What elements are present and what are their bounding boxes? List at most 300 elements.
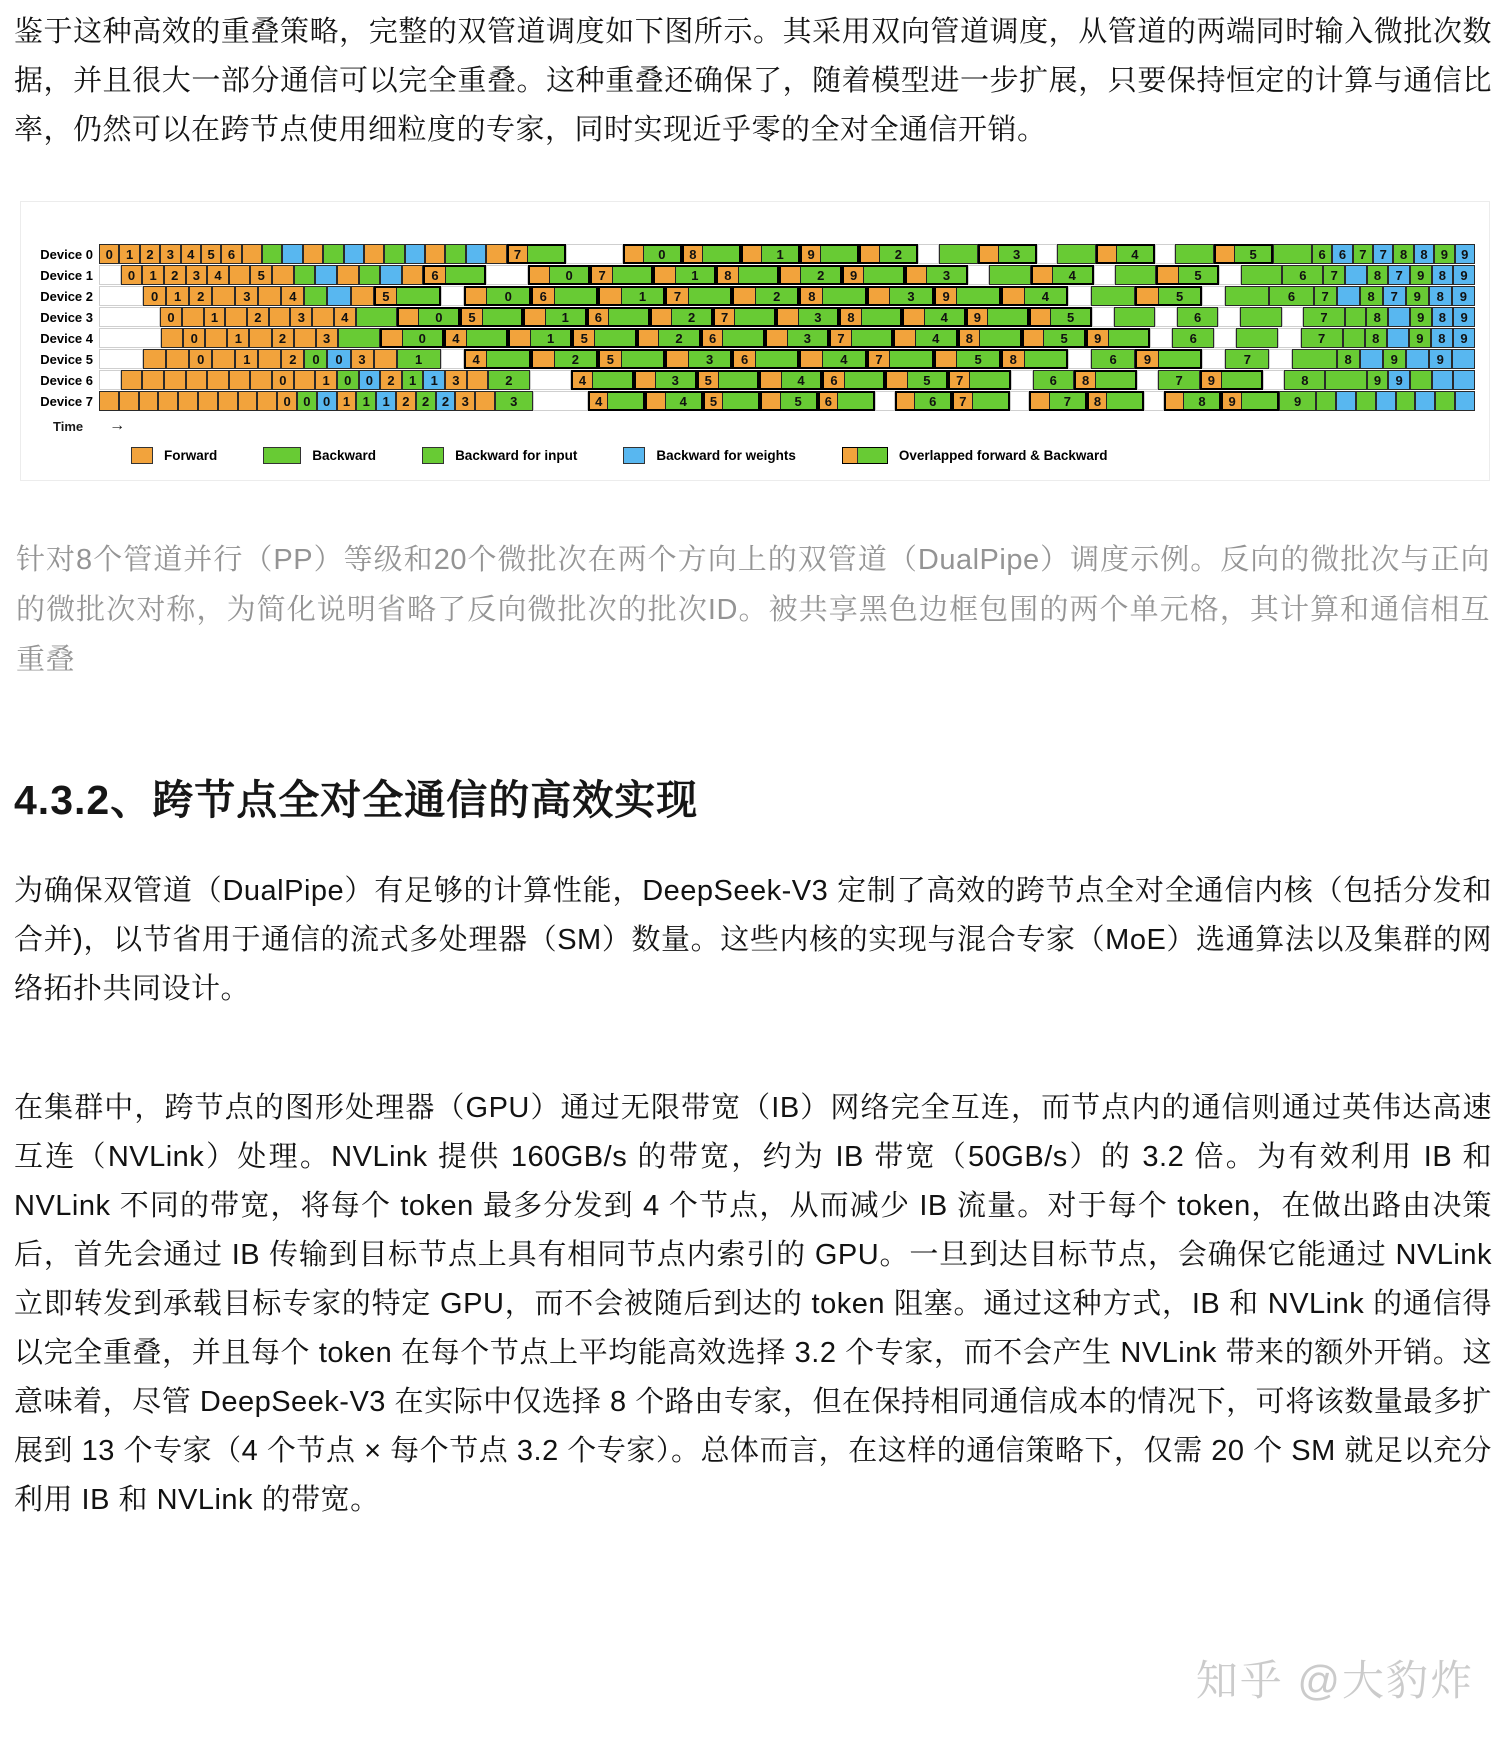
backward-cell <box>1273 244 1312 264</box>
backward-cell: 5 <box>1044 330 1083 346</box>
backward-weights-cell <box>405 244 425 264</box>
forward-cell <box>119 391 139 411</box>
forward-cell <box>734 288 756 304</box>
backward-cell: 2 <box>756 288 797 304</box>
forward-cell <box>1024 330 1045 346</box>
backward-cell: 9 <box>1409 328 1431 348</box>
forward-cell <box>887 372 907 388</box>
overlapped-forward-backward-cell <box>895 391 952 411</box>
forward-cell: 7 <box>954 393 972 409</box>
forward-cell <box>1137 288 1159 304</box>
backward-cell <box>1107 393 1142 409</box>
overlapped-forward-backward-cell <box>444 328 508 348</box>
overlapped-forward-backward-cell <box>1156 265 1219 285</box>
overlapped-forward-backward-cell <box>934 349 1001 369</box>
overlapped-forward-backward-cell <box>397 307 460 327</box>
backward-cell: 6 <box>915 393 950 409</box>
forward-cell: 4 <box>446 330 467 346</box>
forward-cell <box>198 391 218 411</box>
forward-cell: 7 <box>715 309 735 325</box>
bubble-cell <box>1269 349 1292 369</box>
overlapped-forward-backward-cell <box>1001 286 1068 306</box>
overlapped-forward-backward-cell <box>523 307 586 327</box>
backward-weights-cell <box>1336 391 1356 411</box>
forward-cell <box>475 391 495 411</box>
forward-cell <box>904 309 924 325</box>
backward-cell <box>1410 370 1432 390</box>
forward-cell: 3 <box>186 265 208 285</box>
backward-cell <box>467 330 506 346</box>
overlapped-forward-backward-cell <box>572 328 636 348</box>
backward-cell: 9 <box>1434 244 1454 264</box>
forward-cell <box>399 309 419 325</box>
backward-cell <box>555 288 596 304</box>
backward-cell: 1 <box>397 349 441 369</box>
bubble-cell <box>1155 307 1177 327</box>
forward-cell <box>303 244 323 264</box>
backward-cell <box>1159 351 1200 367</box>
forward-cell <box>667 351 689 367</box>
legend-swatch-icon <box>131 447 153 464</box>
backward-cell: 8 <box>1366 307 1388 327</box>
forward-cell: 8 <box>960 330 981 346</box>
backward-cell: 2 <box>801 267 840 283</box>
overlapped-forward-backward-cell <box>958 328 1022 348</box>
forward-cell: 9 <box>1223 393 1241 409</box>
forward-cell: 8 <box>718 267 738 283</box>
overlapped-forward-backward-cell <box>1164 391 1221 411</box>
pipeline-schedule-grid <box>35 244 1475 412</box>
overlapped-forward-backward-cell <box>571 370 634 390</box>
section-heading: 4.3.2、跨节点全对全通信的高效实现 <box>14 777 699 823</box>
overlapped-forward-backward-cell <box>645 391 702 411</box>
backward-cell: 3 <box>788 330 827 346</box>
backward-cell <box>1175 244 1214 264</box>
backward-cell: 1 <box>546 309 585 325</box>
legend-swatch-icon <box>623 447 645 464</box>
overlapped-forward-backward-cell <box>776 307 839 327</box>
forward-cell <box>466 288 488 304</box>
time-arrow-icon: → <box>109 417 126 434</box>
backward-cell: 6 <box>1172 328 1214 348</box>
overlapped-forward-backward-cell <box>902 307 965 327</box>
backward-cell <box>338 328 380 348</box>
legend-swatch-icon <box>842 447 888 464</box>
forward-cell <box>525 309 545 325</box>
backward-cell: 4 <box>666 393 701 409</box>
backward-cell: 5 <box>1179 267 1218 283</box>
overlapped-forward-backward-cell <box>1074 370 1137 390</box>
device-row <box>35 244 1475 264</box>
forward-cell: 0 <box>143 286 166 306</box>
backward-cell <box>483 309 522 325</box>
device-row <box>35 391 1475 411</box>
backward-cell <box>989 265 1030 285</box>
forward-cell: 2 <box>281 349 304 369</box>
forward-cell: 1 <box>235 349 258 369</box>
backward-cell <box>446 267 485 283</box>
overlapped-forward-backward-cell <box>598 349 665 369</box>
bubble-cell <box>1011 370 1033 390</box>
backward-cell <box>980 330 1019 346</box>
overlapped-forward-backward-cell <box>1031 265 1094 285</box>
body-paragraph-b: 在集群中，跨节点的图形处理器（GPU）通过无限带宽（IB）网络完全互连，而节点内的通信则通过英伟达高速互连（NVLink）处理。NVLink 提供 160GB/s 的带宽，约为 IB 带宽（50GB/s）的 3.2 倍。为有效利用 IB 和 NVLink 不同的带宽，将每个 token 最多分发到 4 个节点，从而减少 IB 流量。对于每个 token，在做出路由决策后，首先会通过 IB 传输到目标节点上具有相同节点内索引的 GPU。一旦到达目标节点，会确保它能通过 NVLink 立即转发到承载目标专家的特定 GPU，而不会被随后到达的 token 阻塞。通过这种方式，IB 和 NVLink 的通信得以完全重叠，并且每个 token 在每个节点上平均能高效选择 3.2 个专家，而不会产生 NVLink 带来的额外开销。这意味着，尽管 DeepSeek-V3 在实际中仅选择 8 个路由专家，但在保持相同通信成本的情况下，可将该数量最多扩展到 13 个专家（4 个节点 × 每个节点 3.2 个专家）。总体而言，在这样的通信策略下，仅需 20 个 SM 就足以充分利用 IB 和 NVLink 的带宽。 <box>14 1092 1492 1516</box>
forward-cell: 3 <box>455 391 475 411</box>
backward-weights-cell <box>344 244 364 264</box>
backward-cell: 6 <box>1269 286 1313 306</box>
forward-cell: 5 <box>250 265 272 285</box>
backward-cell <box>1241 265 1282 285</box>
backward-cell: 8 <box>1365 328 1387 348</box>
overlapped-forward-backward-cell <box>842 265 905 285</box>
backward-cell: 6 <box>1091 349 1135 369</box>
forward-cell: 8 <box>841 309 861 325</box>
forward-cell <box>1158 267 1178 283</box>
backward-cell <box>323 244 343 264</box>
forward-cell <box>1031 393 1049 409</box>
legend-label: Forward <box>164 447 218 463</box>
backward-weights-cell: 7 <box>1373 244 1393 264</box>
forward-cell: 5 <box>201 244 221 264</box>
backward-cell <box>1343 328 1365 348</box>
backward-cell <box>890 351 931 367</box>
bubble-cell <box>1218 307 1240 327</box>
backward-weights-cell <box>380 265 402 285</box>
legend-item <box>842 447 1108 464</box>
backward-cell: 7 <box>1050 393 1085 409</box>
forward-cell: 7 <box>869 351 891 367</box>
overlapped-forward-backward-cell <box>507 244 566 264</box>
backward-weights-cell: 0 <box>359 370 381 390</box>
backward-weights-cell: 9 <box>1453 265 1475 285</box>
overlapped-forward-backward-cell <box>905 265 968 285</box>
forward-cell: 5 <box>376 288 398 304</box>
legend-label: Backward <box>312 447 377 463</box>
forward-cell: 6 <box>734 351 756 367</box>
forward-cell <box>205 328 227 348</box>
backward-cell <box>735 309 774 325</box>
overlapped-forward-backward-cell <box>588 391 645 411</box>
forward-cell <box>895 330 916 346</box>
backward-cell <box>1025 351 1066 367</box>
backward-weights-cell: 1 <box>423 370 445 390</box>
backward-weights-cell: 1 <box>376 391 396 411</box>
backward-weights-cell <box>1360 349 1383 369</box>
forward-cell <box>207 370 229 390</box>
backward-cell: 4 <box>1025 288 1066 304</box>
backward-cell: 0 <box>419 309 458 325</box>
backward-cell <box>689 288 730 304</box>
forward-cell <box>182 307 204 327</box>
overlapped-forward-backward-cell <box>867 286 934 306</box>
overlapped-forward-backward-cell <box>732 349 799 369</box>
overlapped-forward-backward-cell <box>637 328 701 348</box>
backward-cell <box>487 351 528 367</box>
backward-cell <box>1240 307 1281 327</box>
overlapped-forward-backward-cell <box>1096 244 1155 264</box>
bubble-cell <box>1010 391 1030 411</box>
backward-cell: 7 <box>1314 286 1337 306</box>
forward-cell <box>142 370 164 390</box>
backward-cell <box>1435 391 1455 411</box>
device-label: Device 5 <box>40 351 93 367</box>
forward-cell: 5 <box>705 393 723 409</box>
forward-cell: 0 <box>272 370 294 390</box>
backward-cell <box>528 246 564 262</box>
backward-cell <box>1114 307 1155 327</box>
backward-weights-cell: 0 <box>317 391 337 411</box>
forward-cell <box>218 391 238 411</box>
overlapped-forward-backward-cell <box>1135 286 1202 306</box>
backward-cell <box>739 267 778 283</box>
backward-weights-cell <box>282 244 302 264</box>
backward-cell <box>262 244 282 264</box>
forward-cell: 7 <box>667 288 689 304</box>
bubble-cell <box>918 244 938 264</box>
backward-weights-cell: 9 <box>1453 328 1475 348</box>
forward-cell: 7 <box>592 267 612 283</box>
backward-cell: 9 <box>1410 307 1432 327</box>
forward-cell <box>166 349 189 369</box>
overlapped-forward-backward-cell <box>531 286 598 306</box>
overlapped-forward-backward-cell <box>1200 370 1263 390</box>
overlapped-forward-backward-cell <box>1214 244 1273 264</box>
backward-cell <box>821 246 857 262</box>
overlapped-forward-backward-cell <box>587 307 650 327</box>
backward-weights-cell: 7 <box>1383 286 1406 306</box>
device-label: Device 1 <box>40 267 93 283</box>
backward-cell <box>593 372 632 388</box>
overlapped-forward-backward-cell <box>760 391 817 411</box>
time-label: Time <box>53 418 84 434</box>
forward-cell: 7 <box>509 246 528 262</box>
bubble-cell <box>530 370 571 390</box>
backward-cell: 0 <box>304 349 327 369</box>
backward-cell <box>294 265 316 285</box>
overlapped-forward-backward-cell <box>713 307 776 327</box>
device-row <box>35 307 1475 327</box>
overlapped-forward-backward-cell <box>966 307 1029 327</box>
backward-cell <box>973 393 1008 409</box>
forward-cell <box>337 265 359 285</box>
forward-cell <box>382 330 403 346</box>
forward-cell: 5 <box>699 372 719 388</box>
backward-weights-cell <box>1345 265 1367 285</box>
backward-cell <box>703 246 739 262</box>
backward-cell <box>397 288 438 304</box>
forward-cell: 8 <box>1003 351 1025 367</box>
backward-cell: 1 <box>762 246 798 262</box>
forward-cell <box>158 391 178 411</box>
device-timeline <box>99 349 1475 369</box>
forward-cell: 0 <box>99 244 119 264</box>
backward-cell: 3 <box>890 288 931 304</box>
forward-cell <box>647 393 665 409</box>
overlapped-forward-backward-cell <box>528 265 591 285</box>
forward-cell: 3 <box>235 286 258 306</box>
forward-cell: 1 <box>166 286 189 306</box>
forward-cell <box>1216 246 1235 262</box>
forward-cell <box>761 372 781 388</box>
backward-cell <box>1325 370 1366 390</box>
forward-cell <box>257 391 277 411</box>
forward-cell <box>269 307 291 327</box>
forward-cell: 4 <box>466 351 488 367</box>
backward-cell <box>609 309 648 325</box>
forward-cell: 9 <box>1202 372 1222 388</box>
legend-label: Backward for input <box>455 447 578 463</box>
forward-cell: 9 <box>936 288 958 304</box>
forward-cell <box>897 393 915 409</box>
backward-cell: 1 <box>531 330 570 346</box>
forward-cell: 6 <box>221 244 241 264</box>
device-timeline <box>99 391 1475 411</box>
forward-cell: 8 <box>1076 372 1096 388</box>
forward-cell: 7 <box>831 330 852 346</box>
backward-cell: 0 <box>297 391 317 411</box>
backward-cell: 3 <box>999 246 1035 262</box>
device-label: Device 0 <box>40 246 93 262</box>
forward-cell <box>778 309 798 325</box>
backward-cell: 2 <box>488 370 529 390</box>
forward-cell <box>1031 309 1051 325</box>
backward-cell <box>1316 391 1336 411</box>
forward-cell: 2 <box>247 307 269 327</box>
bubble-cell <box>1278 328 1300 348</box>
bubble-cell <box>99 265 121 285</box>
backward-cell: 8 <box>1360 286 1383 306</box>
backward-cell: 7 <box>1353 244 1373 264</box>
backward-cell: 9 <box>1406 286 1429 306</box>
backward-cell: 6 <box>1177 307 1218 327</box>
device-timeline <box>99 307 1475 327</box>
backward-cell: 8 <box>1337 349 1360 369</box>
backward-weights-cell: 0 <box>327 349 350 369</box>
backward-weights-cell <box>1452 349 1475 369</box>
forward-cell <box>161 328 183 348</box>
forward-cell <box>600 288 622 304</box>
backward-cell <box>823 288 864 304</box>
backward-cell: 4 <box>823 351 864 367</box>
backward-weights-cell: 2 <box>436 391 456 411</box>
backward-cell: 3 <box>656 372 695 388</box>
backward-cell: 0 <box>644 246 680 262</box>
overlapped-forward-backward-cell <box>800 244 859 264</box>
forward-cell <box>402 265 424 285</box>
forward-cell: 0 <box>189 349 212 369</box>
forward-cell: 9 <box>802 246 821 262</box>
forward-cell: 3 <box>160 244 180 264</box>
overlapped-forward-backward-cell <box>374 286 441 306</box>
forward-cell <box>625 246 644 262</box>
backward-cell <box>1345 307 1367 327</box>
backward-cell <box>1236 328 1278 348</box>
forward-cell: 0 <box>277 391 297 411</box>
forward-cell: 2 <box>189 286 212 306</box>
backward-cell: 7 <box>1303 307 1344 327</box>
backward-cell: 8 <box>1367 265 1389 285</box>
backward-weights-cell: 6 <box>1332 244 1352 264</box>
device-label: Device 7 <box>40 393 93 409</box>
forward-cell <box>364 244 384 264</box>
backward-cell: 2 <box>555 351 596 367</box>
backward-cell: 6 <box>1033 370 1074 390</box>
forward-cell <box>869 288 891 304</box>
forward-cell <box>1003 288 1025 304</box>
bubble-cell <box>99 307 160 327</box>
backward-weights-cell: 7 <box>1388 265 1410 285</box>
backward-weights-cell <box>315 265 337 285</box>
device-timeline <box>99 265 1475 285</box>
forward-cell <box>801 351 823 367</box>
backward-cell <box>957 288 998 304</box>
device-row <box>35 349 1475 369</box>
overlapped-forward-backward-cell <box>885 370 948 390</box>
forward-cell: 8 <box>1089 393 1107 409</box>
backward-weights-cell: 8 <box>1432 307 1454 327</box>
overlapped-forward-backward-cell <box>423 265 486 285</box>
backward-cell <box>304 286 327 306</box>
bubble-cell <box>1214 328 1236 348</box>
forward-cell <box>467 370 489 390</box>
device-row <box>35 370 1475 390</box>
backward-cell: 7 <box>1225 349 1269 369</box>
legend-item <box>263 447 376 464</box>
forward-cell <box>425 244 445 264</box>
bubble-cell <box>99 370 121 390</box>
forward-cell: 4 <box>207 265 229 285</box>
overlapped-forward-backward-cell <box>818 391 875 411</box>
forward-cell <box>374 349 397 369</box>
backward-cell <box>723 330 762 346</box>
backward-weights-cell <box>1432 370 1454 390</box>
backward-cell: 0 <box>550 267 589 283</box>
backward-weights-cell: 9 <box>1453 307 1475 327</box>
forward-cell <box>229 265 251 285</box>
backward-cell: 7 <box>1301 328 1343 348</box>
overlapped-forward-backward-cell <box>1087 391 1144 411</box>
backward-weights-cell <box>327 286 350 306</box>
backward-cell: 1 <box>622 288 663 304</box>
backward-weights-cell <box>1453 370 1475 390</box>
overlapped-forward-backward-cell <box>623 244 682 264</box>
overlapped-forward-backward-cell <box>634 370 697 390</box>
overlapped-forward-backward-cell <box>948 370 1011 390</box>
forward-cell <box>312 307 334 327</box>
backward-cell: 0 <box>337 370 359 390</box>
legend-label: Backward for weights <box>656 447 796 463</box>
forward-cell: 0 <box>121 265 143 285</box>
overlapped-forward-backward-cell <box>839 307 902 327</box>
forward-cell: 3 <box>316 328 338 348</box>
device-timeline <box>99 370 1475 390</box>
backward-cell <box>1109 330 1148 346</box>
backward-cell: 1 <box>356 391 376 411</box>
forward-cell <box>294 328 316 348</box>
device-row <box>35 265 1475 285</box>
forward-cell <box>743 246 762 262</box>
backward-cell: 4 <box>916 330 955 346</box>
forward-cell <box>294 370 316 390</box>
backward-cell <box>970 372 1009 388</box>
overlapped-forward-backward-cell <box>765 328 829 348</box>
time-axis <box>35 414 1475 438</box>
bubble-cell <box>533 391 588 411</box>
forward-cell: 1 <box>337 391 357 411</box>
forward-cell: 3 <box>445 370 467 390</box>
backward-cell <box>1222 372 1261 388</box>
backward-cell <box>939 244 978 264</box>
